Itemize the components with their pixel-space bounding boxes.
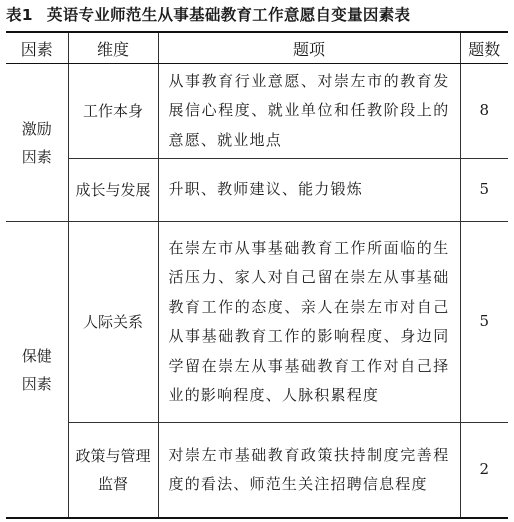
header-dimension: 维度: [68, 32, 158, 64]
factor-cell: 保健因素: [6, 222, 68, 519]
factor-cell: 激励因素: [6, 64, 68, 222]
items-cell: 对崇左市基础教育政策扶持制度完善程度的看法、师范生关注招聘信息程度: [158, 423, 460, 519]
items-cell: 在崇左市从事基础教育工作所面临的生活压力、家人对自己留在崇左从事基础教育工作的态度、亲人在崇左市对自己从事基础教育工作的影响程度、身边同学留在崇左从事基础教育工作对自己择业的影响程度、人脉积累程度: [158, 222, 460, 423]
table-row: [6, 222, 508, 423]
dimension-cell: 工作本身: [68, 64, 158, 159]
table-number: 表1: [6, 6, 33, 24]
count-cell: 5: [460, 222, 508, 423]
header-items: 题项: [158, 32, 460, 64]
table-row: [6, 64, 508, 159]
factor-table: [6, 31, 508, 519]
header-factor: 因素: [6, 32, 68, 64]
count-cell: 5: [460, 159, 508, 222]
dimension-cell: 政策与管理监督: [68, 423, 158, 519]
dimension-cell: 人际关系: [68, 222, 158, 423]
table-row: [6, 159, 508, 222]
items-cell: 从事教育行业意愿、对崇左市的教育发展信心程度、就业单位和任教阶段上的意愿、就业地点: [158, 64, 460, 159]
table-caption: [6, 3, 512, 25]
count-cell: 2: [460, 423, 508, 519]
header-row: [6, 32, 508, 64]
dimension-cell: 成长与发展: [68, 159, 158, 222]
count-cell: 8: [460, 64, 508, 159]
header-count: 题数: [460, 32, 508, 64]
table-title: 英语专业师范生从事基础教育工作意愿自变量因素表: [46, 6, 411, 24]
table-row: [6, 423, 508, 519]
items-cell: 升职、教师建议、能力锻炼: [158, 159, 460, 222]
